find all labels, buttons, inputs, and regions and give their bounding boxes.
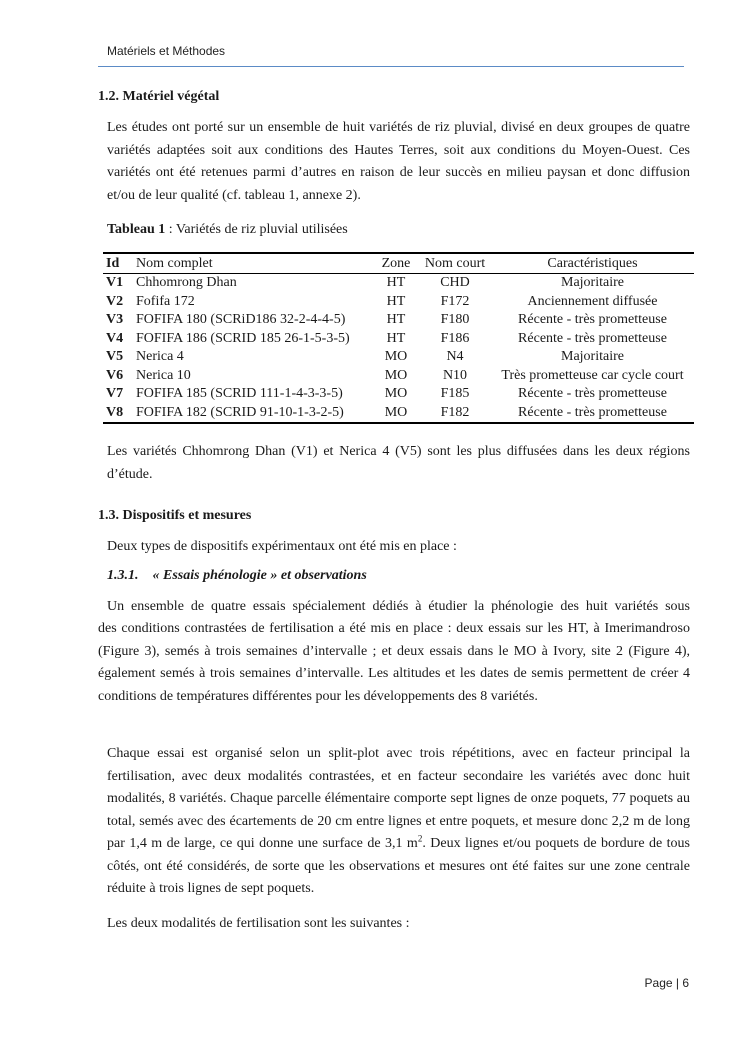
section-1-3-intro: Deux types de dispositifs expérimentaux ont été mis en place : <box>107 539 457 554</box>
header-nom-complet: Nom complet <box>133 253 373 274</box>
cell-nom-court: CHD <box>440 275 470 290</box>
superscript-square: 2 <box>417 833 423 844</box>
table-row <box>103 404 694 424</box>
cell-zone: MO <box>384 386 408 401</box>
cell-id: V1 <box>106 275 124 290</box>
section-heading-1-2: 1.2. Matériel végétal <box>98 89 220 104</box>
cell-nom-court: N4 <box>446 349 464 364</box>
table-row <box>103 330 694 349</box>
cell-zone: HT <box>386 312 406 327</box>
table-row <box>103 293 694 312</box>
cell-id: V7 <box>106 386 124 401</box>
cell-caracteristiques: Majoritaire <box>561 275 624 290</box>
cell-id: V4 <box>106 330 124 346</box>
cell-caracteristiques: Récente - très prometteuse <box>518 386 667 401</box>
cell-caracteristiques: Récente - très prometteuse <box>491 404 694 424</box>
table-header-row <box>103 253 694 274</box>
cell-nom-complet: FOFIFA 186 (SCRID 185 26-1-5-3-5) <box>136 330 350 346</box>
cell-id: V8 <box>103 404 133 424</box>
paragraph-split-plot <box>107 743 690 901</box>
split-plot-text: Chaque essai est organisé selon un split-plot avec trois répétitions, avec en facteur principal la fertilisation, avec deux modalités contrastées, et en facteur secondaire les variétés avec donc huit modalités, 8 variétés. Chaque parcelle élémentaire comporte sept lignes de onze poquets, 77 poquets au total, semés avec des écartements de 20 cm entre lignes et entre poquets, et mesure donc 2,2 m de long par 1,4 m de large, ce qui donne une surface de 3,1 m <box>107 746 690 851</box>
split-plot-text-end: . Deux lignes et/ou poquets de bordure de tous côtés, ont été considérés, de sorte que les observations et mesures ont été faites sur une zone centrale réduite à trois lignes de sept poquets. <box>107 836 690 896</box>
cell-nom-court: F185 <box>440 386 470 401</box>
subsection-heading-1-3-1 <box>107 568 367 584</box>
page-number: Page | 6 <box>644 976 689 990</box>
table-row <box>103 367 694 386</box>
section-1-2-after-table: Les variétés Chhomrong Dhan (V1) et Nerica 4 (V5) sont les plus diffusées dans les deux régions d’étude. <box>107 444 690 482</box>
cell-zone: MO <box>384 367 408 383</box>
cell-nom-complet: Nerica 4 <box>136 349 184 364</box>
table-row <box>103 385 694 404</box>
table-caption-text: : Variétés de riz pluvial utilisées <box>165 222 348 237</box>
cell-nom-complet: Fofifa 172 <box>136 293 195 309</box>
section-heading-1-3: 1.3. Dispositifs et mesures <box>98 508 252 523</box>
cell-nom-court: F186 <box>440 330 470 346</box>
header-id: Id <box>103 253 133 274</box>
paragraph-phenologie-first-line: Un ensemble de quatre essais spécialement dédiés à étudier la phénologie des huit variétés sous <box>107 599 690 614</box>
cell-nom-court: F182 <box>419 404 491 424</box>
cell-zone: HT <box>386 293 406 309</box>
cell-zone: HT <box>386 275 406 290</box>
subsection-number: 1.3.1. <box>107 568 139 583</box>
table-caption-label: Tableau 1 <box>107 222 166 237</box>
cell-caracteristiques: Majoritaire <box>561 349 624 364</box>
section-1-2-intro: Les études ont porté sur un ensemble de huit variétés de riz pluvial, divisé en deux groupes de quatre variétés adaptées soit aux conditions des Hautes Terres, soit aux conditions du Moyen-Ouest. Ces variétés ont été retenues parmi d’autres en raison de leur succès en milieu paysan et donc diffusion et/ou de leur qualité (cf. tableau 1, annexe 2). <box>107 120 690 203</box>
cell-nom-complet: FOFIFA 180 (SCRiD186 32-2-4-4-5) <box>136 312 346 327</box>
cell-nom-complet: Nerica 10 <box>136 367 191 383</box>
header-divider <box>98 66 684 67</box>
cell-zone: HT <box>386 330 406 346</box>
cell-zone: MO <box>373 404 419 424</box>
header-zone: Zone <box>373 253 419 274</box>
cell-nom-court: F180 <box>440 312 470 327</box>
cell-nom-complet: Chhomrong Dhan <box>136 275 237 290</box>
cell-id: V5 <box>106 349 124 364</box>
header-nom-court: Nom court <box>419 253 491 274</box>
paragraph-phenologie: des conditions contrastées de fertilisation a été mis en place : deux essais sur les HT, à Imerimandroso (Figure 3), semés à trois semaines d’intervalle ; et deux essais dans le MO à Ivory, site 2 (Figure 4), également semés à trois semaines d’intervalle. Les altitudes et les dates de semis permettent de créer 4 conditions de températures différentes pour les développements des 8 variétés. <box>98 621 690 704</box>
cell-id: V2 <box>106 293 124 309</box>
cell-caracteristiques: Très prometteuse car cycle court <box>501 367 684 383</box>
cell-caracteristiques: Anciennement diffusée <box>527 293 658 309</box>
cell-id: V6 <box>106 367 124 383</box>
header-caracteristiques: Caractéristiques <box>491 253 694 274</box>
cell-nom-court: N10 <box>442 367 468 383</box>
cell-caracteristiques: Récente - très prometteuse <box>518 330 667 346</box>
cell-caracteristiques: Récente - très prometteuse <box>518 312 667 327</box>
cell-nom-complet: FOFIFA 185 (SCRID 111-1-4-3-3-5) <box>136 386 343 401</box>
paragraph-fertilisation-intro: Les deux modalités de fertilisation sont les suivantes : <box>107 916 410 931</box>
cell-nom-complet: FOFIFA 182 (SCRID 91-10-1-3-2-5) <box>133 404 373 424</box>
cell-nom-court: F172 <box>440 293 470 309</box>
cell-zone: MO <box>384 349 408 364</box>
table-row <box>103 311 694 330</box>
subsection-title: « Essais phénologie » et observations <box>152 568 367 583</box>
cell-id: V3 <box>106 312 124 327</box>
table-row <box>103 348 694 367</box>
running-header: Matériels et Méthodes <box>107 44 226 58</box>
table-row <box>103 274 694 293</box>
varieties-table <box>103 252 694 424</box>
table-caption <box>107 222 348 238</box>
